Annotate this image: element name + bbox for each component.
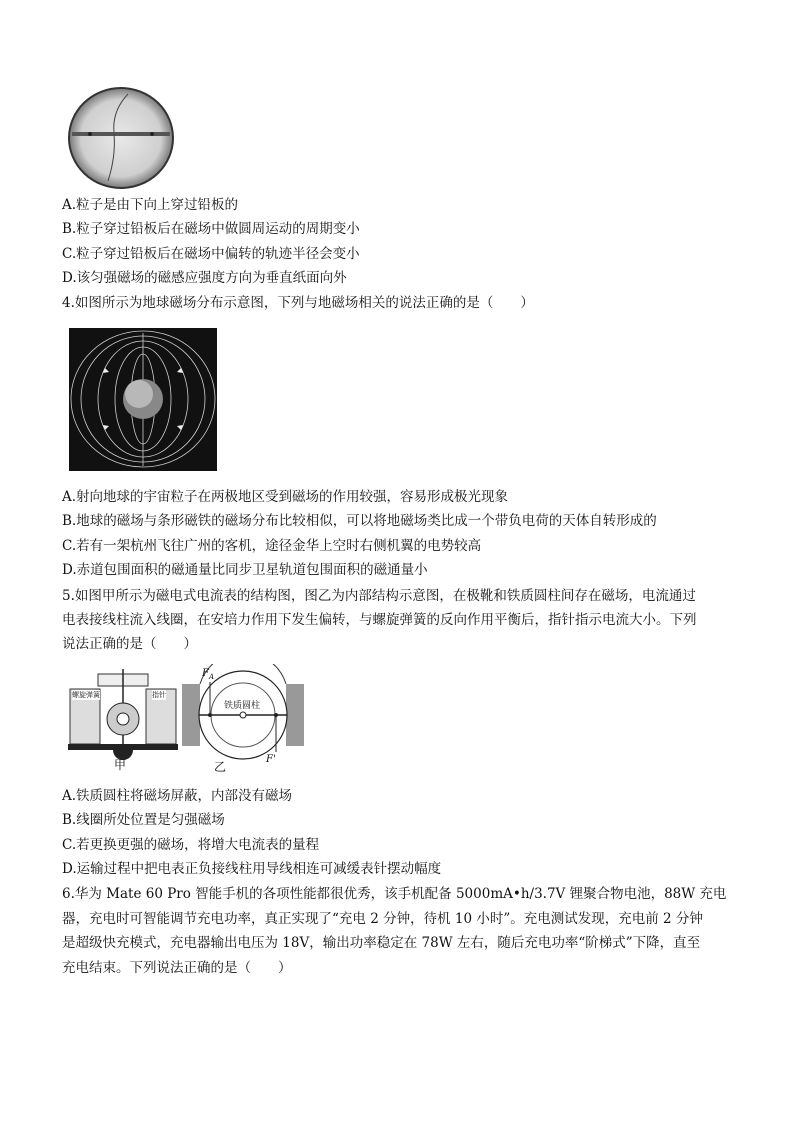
q5-option-b: B.线圈所处位置是匀强磁场 [62, 812, 225, 828]
q3-option-b: B.粒子穿过铅板后在磁场中做圆周运动的周期变小 [62, 221, 360, 237]
q5-stem-line-3: 说法正确的是（ ） [62, 636, 197, 652]
bubble-chamber-photo [68, 86, 174, 190]
q6-stem-line-2: 器，充电时可智能调节充电功率，真正实现了“充电 2 分钟，待机 10 小时”。充电测试发现，充电前 2 分钟 [62, 911, 703, 927]
force-top-symbol: F [202, 668, 209, 679]
ammeter-inner-figure-yi [182, 664, 304, 776]
q4-stem: 4.如图所示为地球磁场分布示意图，下列与地磁场相关的说法正确的是（ ） [62, 295, 534, 311]
q5-option-a: A.铁质圆柱将磁场屏蔽，内部没有磁场 [62, 788, 293, 804]
q6-stem-line-1: 6.华为 Mate 60 Pro 智能手机的各项性能都很优秀，该手机配备 5000mA•h/3.7V 锂聚合物电池，88W 充电 [62, 886, 727, 902]
q5-stem-line-2: 电表接线柱流入线圈，在安培力作用下发生偏转，与螺旋弹簧的反向作用平衡后，指针指示电流大小。下列 [62, 612, 697, 628]
q4-option-c: C.若有一架杭州飞往广州的客机，途径金华上空时右侧机翼的电势较高 [62, 538, 482, 554]
q6-stem-line-3: 是超级快充模式，充电器输出电压为 18V，输出功率稳定在 78W 左右，随后充电功率“阶梯式”下降，直至 [62, 935, 701, 951]
q3-option-d: D.该匀强磁场的磁感应强度方向为垂直纸面向外 [62, 270, 347, 286]
q5-option-c: C.若更换更强的磁场，将增大电流表的量程 [62, 837, 320, 853]
q4-option-a: A.射向地球的宇宙粒子在两极地区受到磁场的作用较强，容易形成极光现象 [62, 489, 509, 505]
q4-option-d: D.赤道包围面积的磁通量比同步卫星轨道包围面积的磁通量小 [62, 562, 428, 578]
earth-magnetic-field-figure [69, 328, 217, 471]
q4-option-b: B.地球的磁场与条形磁铁的磁场分布比较相似，可以将地磁场类比成一个带负电荷的天体自转形成的 [62, 513, 657, 529]
label-jia: 甲 [114, 758, 127, 772]
q3-option-c: C.粒子穿过铅板后在磁场中偏转的轨迹半径会变小 [62, 246, 360, 262]
label-force-top [202, 668, 214, 681]
q5-option-d: D.运输过程中把电表正负接线柱用导线相连可减缓表针摆动幅度 [62, 861, 442, 877]
label-yi: 乙 [214, 760, 227, 774]
q3-option-a: A.粒子是由下向上穿过铅板的 [62, 197, 239, 213]
force-top-subscript: A [208, 673, 215, 681]
label-pointer: 指针 [152, 691, 166, 699]
label-spring: 螺旋弹簧 [72, 691, 100, 699]
q5-stem-line-1: 5.如图甲所示为磁电式电流表的结构图，图乙为内部结构示意图，在极靴和铁质圆柱间存在磁场，电流通过 [62, 588, 696, 604]
label-cylinder: 铁质圆柱 [224, 701, 261, 711]
q6-stem-line-4: 充电结束。下列说法正确的是（ ） [62, 960, 292, 976]
label-force-bottom: F' [266, 754, 276, 765]
ammeter-structure-figure-jia [68, 664, 178, 774]
